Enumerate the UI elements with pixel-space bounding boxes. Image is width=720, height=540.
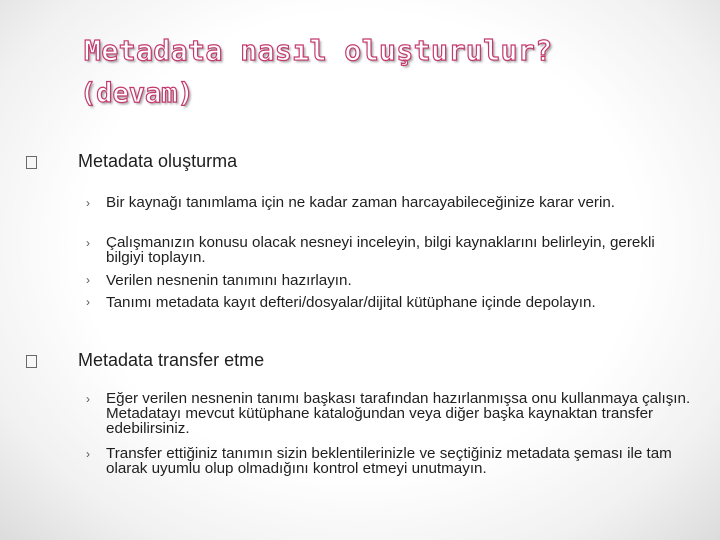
chevron-right-icon: ›: [86, 236, 90, 250]
list-item: Transfer ettiğiniz tanımın sizin beklentilerinizle ve seçtiğiniz metadata şeması ile tam olarak uyumlu olup olmadığını kontrol etmeyi unutmayın.: [106, 445, 672, 477]
chevron-right-icon: ›: [86, 196, 90, 210]
section-heading: Metadata transfer etme: [78, 350, 265, 370]
chevron-right-icon: ›: [86, 447, 90, 461]
list-item: Tanımı metadata kayıt defteri/dosyalar/dijital kütüphane içinde depolayın.: [106, 294, 596, 311]
slide-title-continued: (devam): [80, 78, 194, 109]
square-bullet-icon: [26, 156, 37, 169]
list-item: Bir kaynağı tanımlama için ne kadar zaman harcayabileceğinize karar verin.: [106, 194, 616, 211]
list-item: Verilen nesnenin tanımını hazırlayın.: [106, 272, 352, 289]
list-item: Eğer verilen nesnenin tanımı başkası tarafından hazırlanmışsa onu kullanmaya çalışın. Metadatayı mevcut kütüphane kataloğundan veya diğer başka kaynaktan transfer edebilirsiniz.: [106, 390, 691, 437]
chevron-right-icon: ›: [86, 295, 90, 309]
list-item: Çalışmanızın konusu olacak nesneyi inceleyin, bilgi kaynaklarını belirleyin, gerekli bilgiyi toplayın.: [106, 234, 655, 266]
chevron-right-icon: ›: [86, 392, 90, 406]
section-heading: Metadata oluşturma: [78, 151, 238, 171]
square-bullet-icon: [26, 355, 37, 368]
slide-title: Metadata nasıl oluşturulur?: [84, 34, 553, 67]
chevron-right-icon: ›: [86, 273, 90, 287]
